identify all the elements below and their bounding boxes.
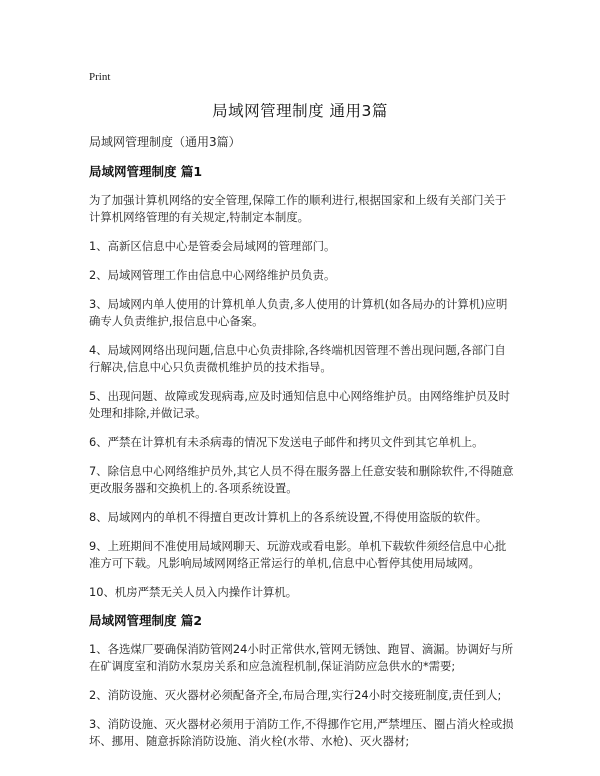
paragraph: 3、局域网内单人使用的计算机单人负责,多人使用的计算机(如各局办的计算机)应明确专人负责维护,报信息中心备案。: [89, 297, 508, 328]
paragraph: 8、局域网内的单机不得擅自更改计算机上的各系统设置,不得使用盗版的软件。: [89, 510, 488, 524]
paragraph: 1、各选煤厂要确保消防管网24小时正常供水,管网无锈蚀、跑冒、滴漏。协调好与所在矿调度室和消防水泵房关系和应急流程机制,保证消防应急供水的*需要;: [89, 642, 514, 673]
paragraph: 4、局域网网络出现问题,信息中心负责排除,各终端机因管理不善出现问题,各部门自行解决,信息中心只负责微机维护员的技术指导。: [89, 343, 506, 374]
section-heading: 局域网管理制度 篇1: [89, 164, 203, 179]
paragraph: 7、除信息中心网络维护员外,其它人员不得在服务器上任意安装和删除软件,不得随意更改服务器和交换机上的.各项系统设置。: [89, 464, 514, 495]
document-title: 局域网管理制度 通用3篇: [212, 102, 388, 120]
paragraph: 6、严禁在计算机有未杀病毒的情况下发送电子邮件和拷贝文件到其它单机上。: [89, 435, 484, 449]
print-label: Print: [89, 71, 111, 83]
section-1: [89, 164, 517, 601]
paragraph: 为了加强计算机网络的安全管理,保障工作的顺利进行,根据国家和上级有关部门关于计算机网络管理的有关规定,特制定本制度。: [89, 193, 507, 224]
paragraph: 9、上班期间不准使用局域网聊天、玩游戏或看电影。单机下载软件须经信息中心批准方可下载。凡影响局域网网络正常运行的单机,信息中心暂停其使用局域网。: [89, 539, 507, 570]
paragraph: 2、局域网管理工作由信息中心网络维护员负责。: [89, 268, 336, 282]
paragraph: 3、消防设施、灭火器材必须用于消防工作,不得挪作它用,严禁埋压、圈占消火栓或损坏、挪用、随意拆除消防设施、消火栓(水带、水枪)、灭火器材;: [89, 717, 514, 748]
document-body: [89, 134, 517, 762]
document-subtitle: 局域网管理制度（通用3篇）: [89, 135, 241, 149]
section-2: [89, 613, 517, 750]
paragraph: 2、消防设施、灭火器材必须配备齐全,布局合理,实行24小时交接班制度,责任到人;: [89, 688, 502, 702]
section-heading: 局域网管理制度 篇2: [89, 613, 203, 628]
paragraph: 1、高新区信息中心是管委会局域网的管理部门。: [89, 239, 336, 253]
paragraph: 5、出现问题、故障或发现病毒,应及时通知信息中心网络维护员。由网络维护员及时处理和排除,并做记录。: [89, 389, 510, 420]
paragraph: 10、机房严禁无关人员入内操作计算机。: [89, 585, 298, 599]
